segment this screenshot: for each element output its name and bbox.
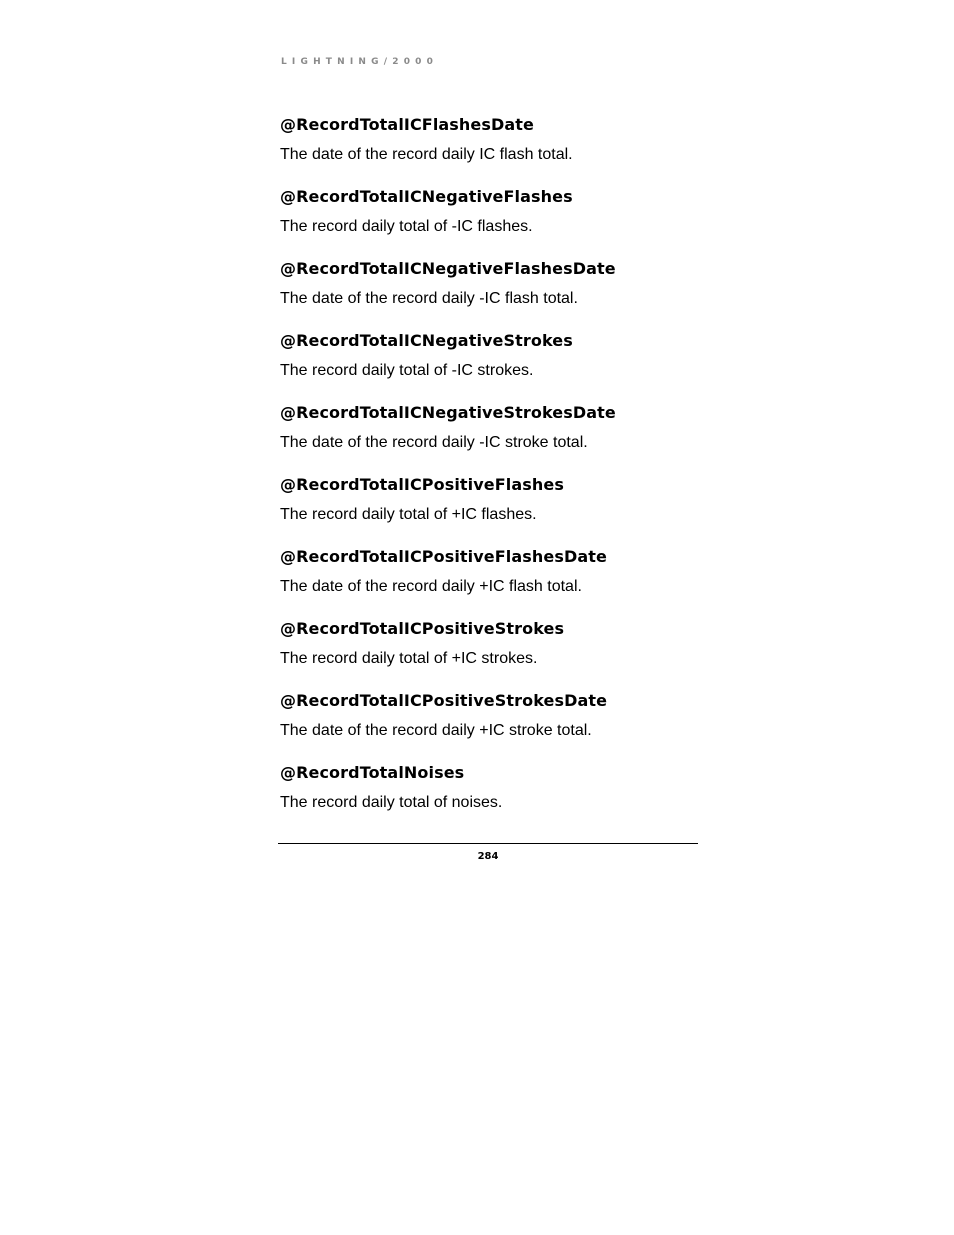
entry-term: @RecordTotalNoises [280, 763, 465, 782]
entry [280, 763, 700, 835]
page-number: 284 [477, 851, 499, 862]
entry-description: The date of the record daily -IC flash total. [280, 290, 578, 307]
entry [280, 547, 700, 619]
entry-term: @RecordTotalICNegativeStrokes [280, 331, 573, 350]
entry-list [280, 115, 700, 835]
entry-term: @RecordTotalICPositiveStrokesDate [280, 691, 608, 710]
entry-description: The record daily total of +IC flashes. [280, 506, 537, 523]
entry-term: @RecordTotalICNegativeFlashesDate [280, 259, 616, 278]
entry-description: The date of the record daily +IC stroke total. [280, 722, 592, 739]
entry [280, 187, 700, 259]
entry-term: @RecordTotalICPositiveFlashes [280, 475, 564, 494]
entry [280, 259, 700, 331]
entry-description: The date of the record daily +IC flash total. [280, 578, 582, 595]
footer-divider [278, 843, 698, 844]
entry [280, 475, 700, 547]
entry [280, 115, 700, 187]
entry-term: @RecordTotalICPositiveFlashesDate [280, 547, 607, 566]
entry-term: @RecordTotalICNegativeStrokesDate [280, 403, 616, 422]
entry-term: @RecordTotalICPositiveStrokes [280, 619, 565, 638]
entry-description: The record daily total of noises. [280, 794, 503, 811]
entry-description: The date of the record daily IC flash total. [280, 146, 573, 163]
running-header: LIGHTNING/2000 [281, 57, 439, 67]
entry-description: The record daily total of +IC strokes. [280, 650, 538, 667]
entry-term: @RecordTotalICNegativeFlashes [280, 187, 573, 206]
entry [280, 691, 700, 763]
entry [280, 403, 700, 475]
entry-description: The record daily total of -IC flashes. [280, 218, 533, 235]
entry [280, 619, 700, 691]
entry [280, 331, 700, 403]
entry-description: The record daily total of -IC strokes. [280, 362, 534, 379]
entry-term: @RecordTotalICFlashesDate [280, 115, 534, 134]
entry-description: The date of the record daily -IC stroke total. [280, 434, 588, 451]
